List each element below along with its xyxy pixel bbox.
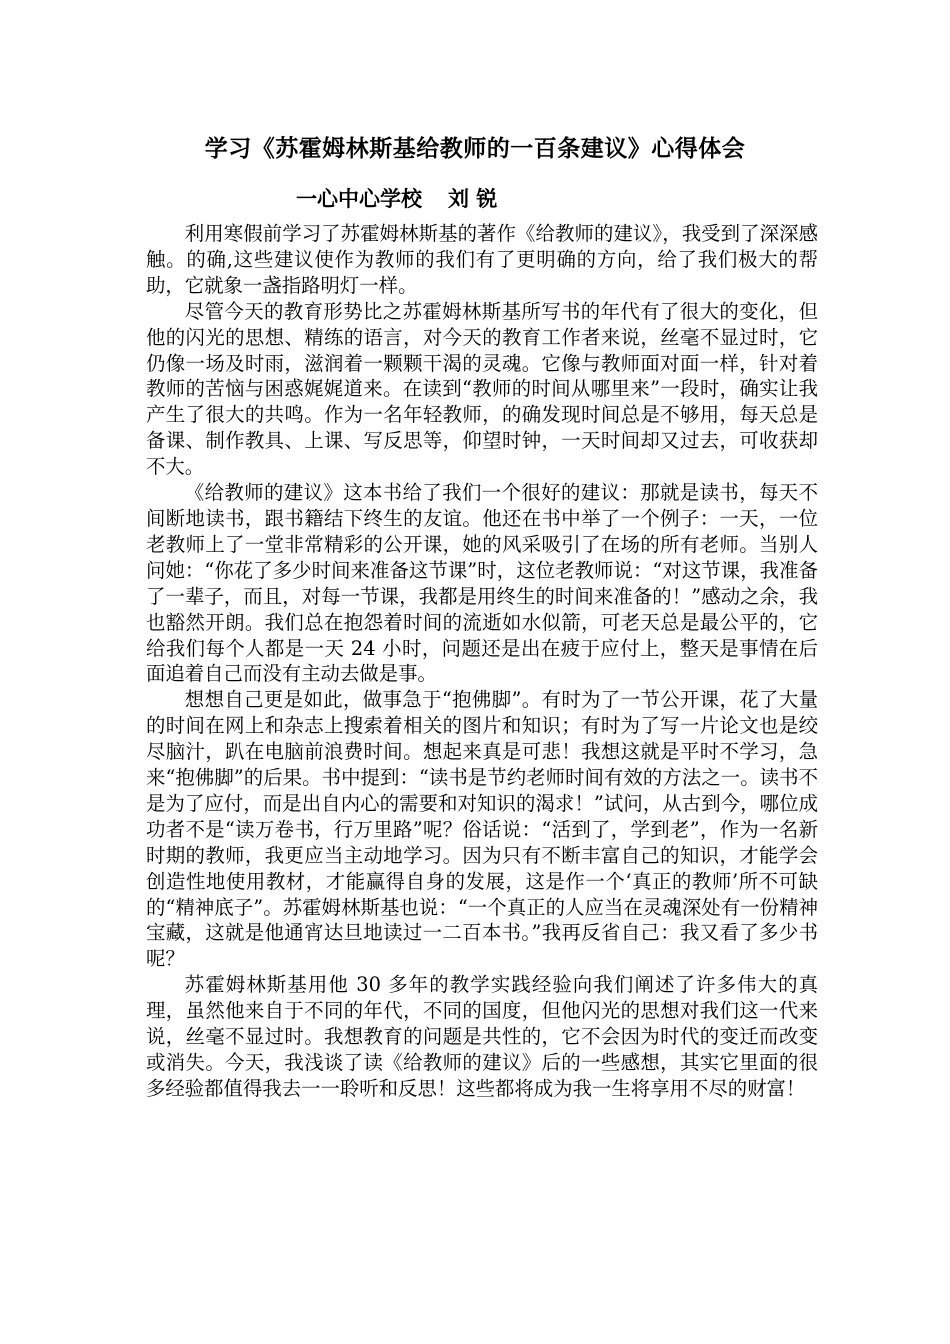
document-title: 学习《苏霍姆林斯基给教师的一百条建议》心得体会 xyxy=(204,136,746,162)
document-body xyxy=(146,221,818,1102)
author-line xyxy=(296,184,497,214)
paragraph: 想想自己更是如此，做事急于“抱佛脚”。有时为了一节公开课，花了大量的时间在网上和杂志上搜索着相关的图片和知识；有时为了写一片论文也是绞尽脑汁，趴在电脑前浪费时间。想起来真是可悲！我想这就是平时不学习，急来“抱佛脚”的后果。书中提到：“读书是节约老师时间有效的方法之一。读书不是为了应付，而是出自内心的需要和对知识的渴求！”试问，从古到今，哪位成功者不是“读万卷书，行万里路”呢？俗话说：“活到了，学到老”，作为一名新时期的教师，我更应当主动地学习。因为只有不断丰富自己的知识，才能学会创造性地使用教材，才能赢得自身的发展，这是作一个‘真正的教师’所不可缺的“精神底子”。苏霍姆林斯基也说：“一个真正的人应当在灵魂深处有一份精神宝藏，这就是他通宵达旦地读过一二百本书。”我再反省自己：我又看了多少书呢？ xyxy=(146,688,818,971)
school-name: 一心中心学校 xyxy=(296,187,422,211)
paragraph: 《给教师的建议》这本书给了我们一个很好的建议：那就是读书，每天不间断地读书，跟书籍结下终生的友谊。他还在书中举了一个例子：一天，一位老教师上了一堂非常精彩的公开课，她的风采吸引了在场的所有老师。当别人问她：“你花了多少时间来准备这节课”时，这位老教师说：“对这节课，我准备了一辈子，而且，对每一节课，我都是用终生的时间来准备的！”感动之余，我也豁然开朗。我们总在抱怨着时间的流逝如水似箭，可老天总是最公平的，它给我们每个人都是一天 24 小时，问题还是出在疲于应付上，整天是事情在后面追着自己而没有主动去做是事。 xyxy=(146,481,818,686)
paragraph: 利用寒假前学习了苏霍姆林斯基的著作《给教师的建议》，我受到了深深感触。的确,这些建议使作为教师的我们有了更明确的方向，给了我们极大的帮助，它就象一盏指路明灯一样。 xyxy=(146,222,818,297)
author-name: 刘 锐 xyxy=(448,187,498,211)
paragraph: 苏霍姆林斯基用他 30 多年的教学实践经验向我们阐述了许多伟大的真理，虽然他来自于不同的年代，不同的国度，但他闪光的思想对我们这一代来说，丝毫不显过时。我想教育的问题是共性的，它不会因为时代的变迁而改变或消失。今天，我浅谈了读《给教师的建议》后的一些感想，其实它里面的很多经验都值得我去一一聆听和反思！这些都将成为我一生将享用不尽的财富！ xyxy=(146,973,818,1100)
paragraph: 尽管今天的教育形势比之苏霍姆林斯基所写书的年代有了很大的变化，但他的闪光的思想、精练的语言，对今天的教育工作者来说，丝毫不显过时，它仍像一场及时雨，滋润着一颗颗干渴的灵魂。它像与教师面对面一样，针对着教师的苦恼与困惑娓娓道来。在读到“教师的时间从哪里来”一段时，确实让我产生了很大的共鸣。作为一名年轻教师，的确发现时间总是不够用，每天总是备课、制作教具、上课、写反思等，仰望时钟，一天时间却又过去，可收获却不大。 xyxy=(146,299,818,479)
